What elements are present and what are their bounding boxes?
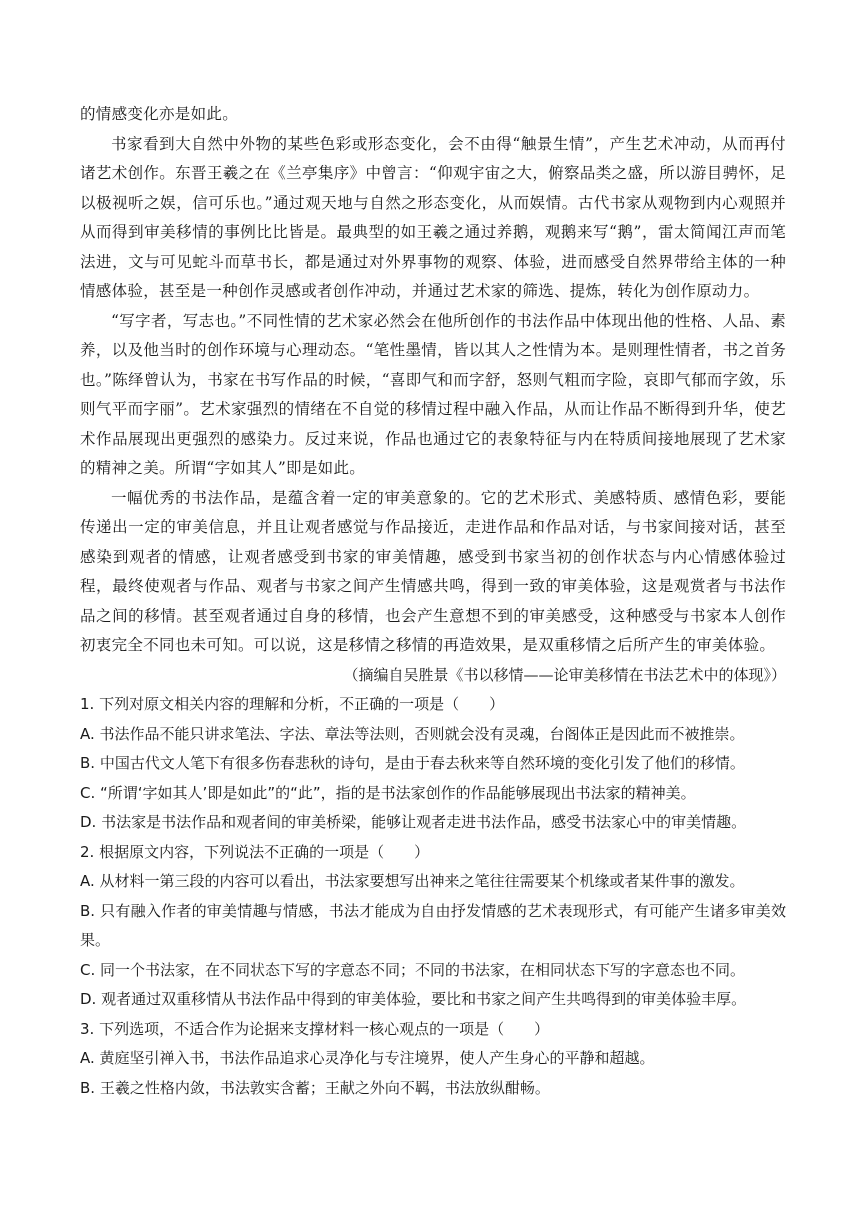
passage-paragraph-0: 的情感变化亦是如此。	[80, 105, 239, 123]
question-1	[80, 690, 786, 838]
document-page	[80, 100, 786, 1103]
option-c: C. “所谓‘字如其人’即是如此”的“此”，指的是书法家创作的作品能够展现出书法家的精神美。	[80, 783, 696, 802]
option-a: A. 黄庭坚引禅入书，书法作品追求心灵净化与专注境界，使人产生身心的平静和超越。	[80, 1049, 655, 1067]
passage-paragraph-2: “写字者，写志也。”不同性情的艺术家必然会在他所创作的书法作品中体现出他的性格、人品、素养，以及他当时的创作环境与心理动态。“笔性墨情，皆以其人之性情为本。是则理性情者，书之首务也。”陈绎曾认为，书家在书写作品的时候，“喜即气和而字舒，怒则气粗而字险，哀即气郁而字敛，乐则气平而字丽”。艺术家强烈的情绪在不自觉的移情过程中融入作品，从而让作品不断得到升华，使艺术作品展现出更强烈的感染力。反过来说，作品也通过它的表象特征与内在特质间接地展现了艺术家的精神之美。所谓“字如其人”即是如此。	[80, 311, 786, 477]
option-a: A. 从材料一第三段的内容可以看出，书法家要想写出神来之笔往往需要某个机缘或者某件事的激发。	[80, 872, 745, 890]
passage-paragraph-1: 书家看到大自然中外物的某些色彩或形态变化，会不由得“触景生情”，产生艺术冲动，从而再付诸艺术创作。东晋王羲之在《兰亭集序》中曾言：“仰观宇宙之大，俯察品类之盛，所以游目骋怀，足以极视听之娱，信可乐也。”通过观天地与自然之形态变化，从而娱情。古代书家从观物到内心观照并从而得到审美移情的事例比比皆是。最典型的如王羲之通过养鹅，观鹅来写“鹅”，雷太简闻江声而笔法进，文与可见蛇斗而草书长，都是通过对外界事物的观察、体验，进而感受自然界带给主体的一种情感体验，甚至是一种创作灵感或者创作冲动，并通过艺术家的筛选、提炼，转化为创作原动力。	[80, 134, 786, 300]
option-c: C. 同一个书法家，在不同状态下写的字意态不同；不同的书法家，在相同状态下写的字意态也不同。	[80, 960, 746, 979]
question-stem: 3. 下列选项，不适合作为论据来支撑材料一核心观点的一项是（ ）	[80, 1019, 550, 1038]
passage-paragraph-3: 一幅优秀的书法作品，是蕴含着一定的审美意象的。它的艺术形式、美感特质、感情色彩，要能传递出一定的审美信息，并且让观者感觉与作品接近，走进作品和作品对话，与书家间接对话，甚至感染到观者的情感，让观者感受到书家的审美情趣，感受到书家当初的创作状态与内心情感体验过程，最终使观者与作品、观者与书家之间产生情感共鸣，得到一致的审美体验，这是观赏者与书法作品之间的移情。甚至观者通过自身的移情，也会产生意想不到的审美感受，这种感受与书家本人创作初衷完全不同也未可知。可以说，这是移情之移情的再造效果，是双重移情之后所产生的审美体验。	[80, 488, 786, 654]
passage-source: （摘编自吴胜景《书以移情——论审美移情在书法艺术中的体现》）	[343, 665, 786, 684]
option-b: B. 王羲之性格内敛，书法敦实含蓄；王献之外向不羁，书法放纵酣畅。	[80, 1078, 550, 1097]
option-d: D. 观者通过双重移情从书法作品中得到的审美体验，要比和书家之间产生共鸣得到的审美体验丰厚。	[80, 990, 747, 1008]
option-b: B. 只有融入作者的审美情趣与情感，书法才能成为自由抒发情感的艺术表现形式，有可能产生诸多审美效果。	[80, 901, 786, 949]
question-2	[80, 838, 786, 1015]
option-d: D. 书法家是书法作品和观者间的审美桥梁，能够让观者走进书法作品，感受书法家心中的审美情趣。	[80, 813, 747, 831]
option-a: A. 书法作品不能只讲求笔法、字法、章法等法则，否则就会没有灵魂，台阁体正是因此而不被推崇。	[80, 724, 745, 743]
option-b: B. 中国古代文人笔下有很多伤春悲秋的诗句，是由于春去秋来等自然环境的变化引发了他们的移情。	[80, 754, 745, 772]
question-stem: 1. 下列对原文相关内容的理解和分析，不正确的一项是（ ）	[80, 695, 505, 713]
question-stem: 2. 根据原文内容，下列说法不正确的一项是（ ）	[80, 842, 430, 861]
question-3	[80, 1015, 786, 1104]
